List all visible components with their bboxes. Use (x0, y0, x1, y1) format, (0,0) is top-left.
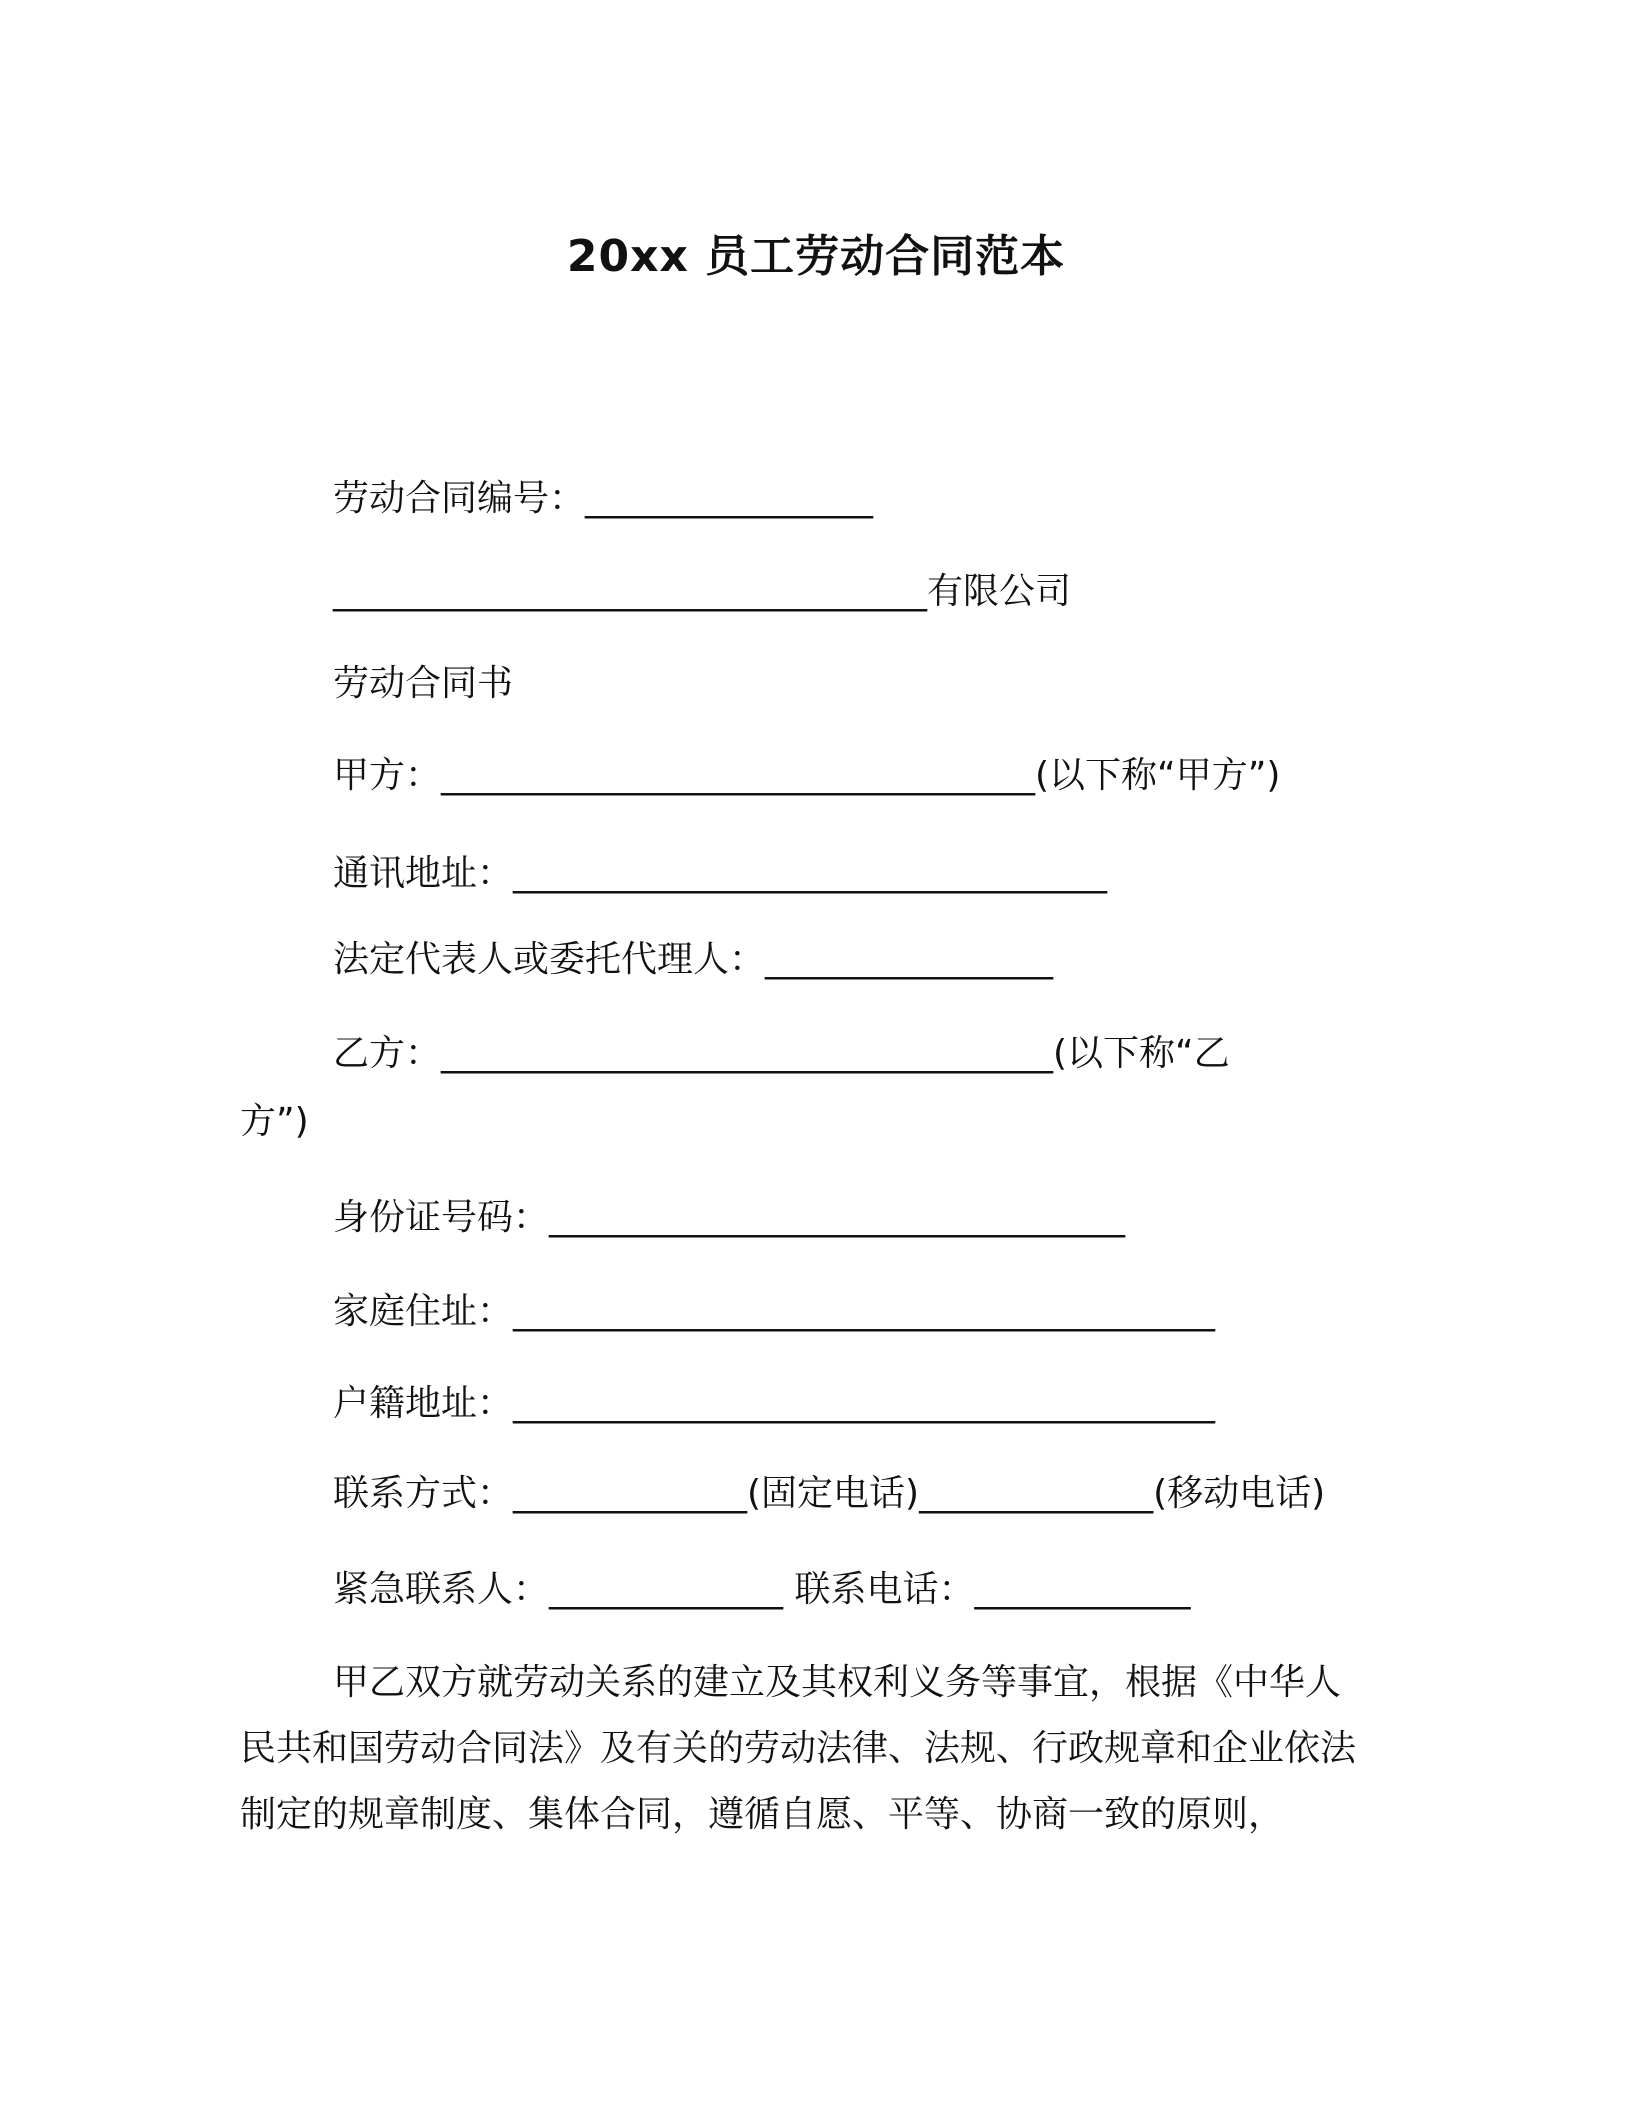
address-line: 通讯地址：_________________________________ (333, 853, 1108, 894)
document-title: 20xx 员工劳动合同范本 (566, 231, 1066, 282)
party-b-line: 乙方：__________________________________(以下称“乙 (333, 1033, 1230, 1074)
contract-number-line: 劳动合同编号：________________ (333, 478, 874, 519)
emergency-contact-line: 紧急联系人：_____________ 联系电话：____________ (333, 1569, 1191, 1610)
household-address-line: 户籍地址：_______________________________________ (333, 1383, 1216, 1424)
intro-paragraph-text: 甲乙双方就劳动关系的建立及其权利义务等事宜，根据《中华人民共和国劳动合同法》及有关的劳动法律、法规、行政规章和企业依法制定的规章制度、集体合同，遵循自愿、平等、协商一致的原则， (240, 1662, 1357, 1835)
id-number-line: 身份证号码：________________________________ (333, 1197, 1126, 1238)
company-name-line: _________________________________有限公司 (333, 571, 1072, 612)
party-a-line: 甲方：_________________________________(以下称“甲方”) (333, 755, 1281, 796)
contract-book-heading: 劳动合同书 (333, 663, 514, 704)
party-b-line-continuation: 方”) (240, 1101, 309, 1142)
legal-representative-line: 法定代表人或委托代理人：________________ (333, 939, 1054, 980)
intro-paragraph (240, 1650, 1370, 1848)
contact-line: 联系方式：_____________(固定电话)_____________(移动电话) (333, 1473, 1326, 1514)
home-address-line: 家庭住址：_______________________________________ (333, 1291, 1216, 1332)
